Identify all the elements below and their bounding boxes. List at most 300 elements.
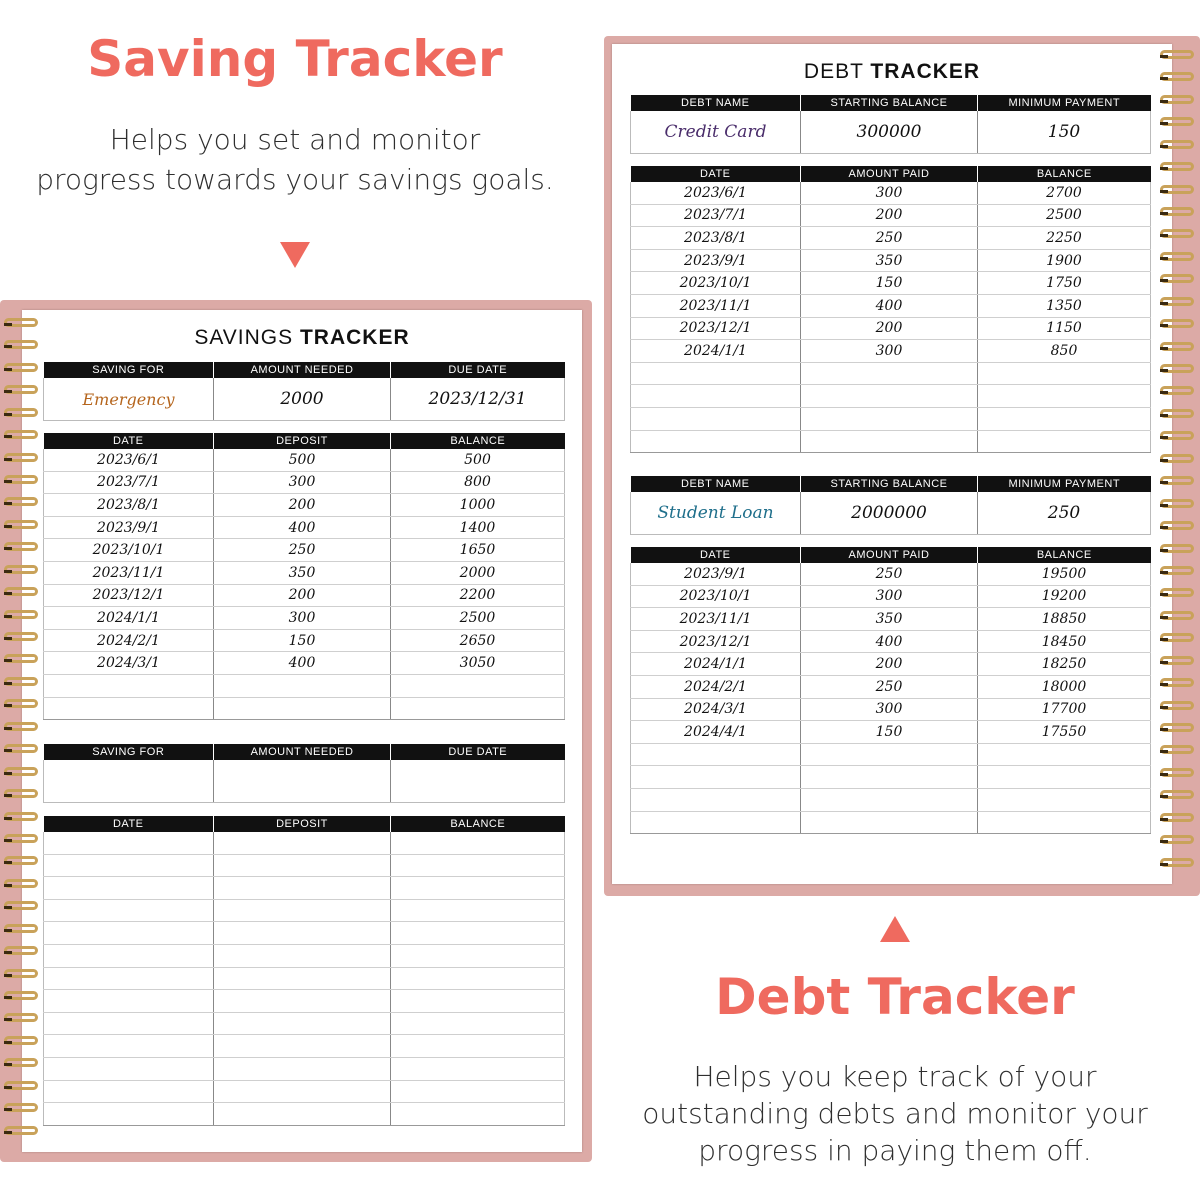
amount-cell[interactable]: 200 xyxy=(214,584,391,607)
amount-cell[interactable]: 300 xyxy=(801,698,978,721)
col-header-debt-name: DEBT NAME xyxy=(631,476,801,492)
table-row xyxy=(631,675,1151,698)
table-row xyxy=(44,922,565,945)
amount-cell[interactable] xyxy=(214,877,391,900)
balance-cell[interactable]: 2700 xyxy=(978,182,1151,204)
debt-title-bold: TRACKER xyxy=(870,60,981,83)
table-row xyxy=(44,1057,565,1080)
saving-tracker-headline: Saving Tracker xyxy=(87,30,503,88)
spiral-coil xyxy=(4,812,38,821)
spiral-coil xyxy=(1160,229,1194,238)
date-cell[interactable] xyxy=(631,788,801,811)
spiral-coil xyxy=(1160,544,1194,553)
spiral-coil xyxy=(1160,454,1194,463)
col-header-deposit: DEPOSIT xyxy=(214,433,391,449)
spiral-coil xyxy=(4,1126,38,1135)
amount-cell[interactable] xyxy=(801,407,978,430)
date-cell[interactable] xyxy=(631,766,801,789)
amount-cell[interactable]: 350 xyxy=(801,608,978,631)
spiral-coil xyxy=(1160,768,1194,777)
amount-cell[interactable]: 400 xyxy=(214,652,391,675)
amount-cell[interactable] xyxy=(801,385,978,408)
balance-cell[interactable]: 800 xyxy=(391,471,565,494)
spiral-coil xyxy=(4,542,38,551)
table-row xyxy=(44,877,565,900)
debt-name-value[interactable]: Credit Card xyxy=(631,111,801,154)
balance-cell[interactable] xyxy=(391,990,565,1013)
balance-cell[interactable]: 1750 xyxy=(978,272,1151,295)
spiral-coil xyxy=(1160,319,1194,328)
date-cell[interactable]: 2024/1/1 xyxy=(44,607,214,630)
col-header-date: DATE xyxy=(44,433,214,449)
date-cell[interactable] xyxy=(44,832,214,854)
spiral-coil xyxy=(4,430,38,439)
date-cell[interactable] xyxy=(631,430,801,453)
col-header-balance: BALANCE xyxy=(391,433,565,449)
table-row xyxy=(631,227,1151,250)
spiral-coil xyxy=(4,677,38,686)
savings-title-bold: TRACKER xyxy=(299,326,410,349)
up-arrow-icon xyxy=(880,916,910,942)
date-cell[interactable] xyxy=(631,743,801,766)
date-cell[interactable] xyxy=(631,385,801,408)
balance-cell[interactable]: 2250 xyxy=(978,227,1151,250)
date-cell[interactable]: 2023/11/1 xyxy=(631,294,801,317)
amount-cell[interactable]: 400 xyxy=(214,516,391,539)
spiral-coil xyxy=(1160,701,1194,710)
spiral-coil xyxy=(4,901,38,910)
spiral-coil xyxy=(4,340,38,349)
date-cell[interactable] xyxy=(44,967,214,990)
balance-cell[interactable]: 2200 xyxy=(391,584,565,607)
date-cell[interactable]: 2023/7/1 xyxy=(44,471,214,494)
amount-cell[interactable] xyxy=(214,832,391,854)
date-cell[interactable] xyxy=(44,674,214,697)
spiral-coil xyxy=(1160,566,1194,575)
spiral-coil xyxy=(1160,678,1194,687)
balance-cell[interactable] xyxy=(391,1012,565,1035)
table-row xyxy=(631,182,1151,204)
debt-tracker-page xyxy=(612,44,1172,884)
table-row xyxy=(44,1080,565,1103)
amount-cell[interactable]: 300 xyxy=(214,471,391,494)
spiral-coil xyxy=(4,946,38,955)
col-header-deposit: DEPOSIT xyxy=(214,816,391,832)
date-cell[interactable] xyxy=(631,362,801,385)
table-row xyxy=(631,630,1151,653)
table-row xyxy=(44,990,565,1013)
spiral-coil xyxy=(4,924,38,933)
table-row xyxy=(44,697,565,720)
amount-cell[interactable] xyxy=(214,967,391,990)
col-header-minimum-payment: MINIMUM PAYMENT xyxy=(978,476,1151,492)
amount-cell[interactable]: 300 xyxy=(801,340,978,363)
table-row xyxy=(631,608,1151,631)
amount-cell[interactable]: 150 xyxy=(801,721,978,744)
spiral-coil xyxy=(4,453,38,462)
balance-cell[interactable]: 500 xyxy=(391,449,565,471)
saving-desc-line-2: progress towards your savings goals. xyxy=(36,163,554,196)
balance-cell[interactable] xyxy=(391,854,565,877)
col-header-saving-for: SAVING FOR xyxy=(44,744,214,760)
spiral-coil xyxy=(4,1013,38,1022)
date-cell[interactable]: 2023/10/1 xyxy=(631,585,801,608)
amount-cell[interactable]: 200 xyxy=(801,204,978,227)
spiral-coil xyxy=(1160,207,1194,216)
amount-cell[interactable]: 250 xyxy=(801,563,978,585)
balance-cell[interactable] xyxy=(978,811,1151,834)
date-cell[interactable] xyxy=(44,697,214,720)
amount-cell[interactable] xyxy=(214,899,391,922)
table-row xyxy=(631,317,1151,340)
savings-goal-2-table xyxy=(43,744,565,803)
date-cell[interactable] xyxy=(44,899,214,922)
spiral-binding-icon xyxy=(1160,50,1200,880)
table-row xyxy=(631,362,1151,385)
date-cell[interactable] xyxy=(44,1057,214,1080)
table-row xyxy=(631,204,1151,227)
spiral-coil xyxy=(4,744,38,753)
balance-cell[interactable]: 17700 xyxy=(978,698,1151,721)
col-header-balance: BALANCE xyxy=(978,547,1151,563)
balance-cell[interactable]: 17550 xyxy=(978,721,1151,744)
balance-cell[interactable]: 1650 xyxy=(391,539,565,562)
starting-balance-value[interactable]: 300000 xyxy=(801,111,978,154)
balance-cell[interactable] xyxy=(391,697,565,720)
amount-cell[interactable] xyxy=(214,854,391,877)
balance-cell[interactable] xyxy=(391,1057,565,1080)
balance-cell[interactable]: 19500 xyxy=(978,563,1151,585)
spiral-coil xyxy=(1160,476,1194,485)
spiral-coil xyxy=(1160,297,1194,306)
date-cell[interactable]: 2023/9/1 xyxy=(44,516,214,539)
amount-cell[interactable] xyxy=(214,1035,391,1058)
date-cell[interactable] xyxy=(44,877,214,900)
spiral-coil xyxy=(4,969,38,978)
spiral-coil xyxy=(4,1103,38,1112)
amount-cell[interactable]: 200 xyxy=(801,653,978,676)
table-row xyxy=(44,584,565,607)
debt-desc-line-3: progress in paying them off. xyxy=(698,1134,1092,1167)
amount-cell[interactable]: 400 xyxy=(801,630,978,653)
spiral-coil xyxy=(4,565,38,574)
amount-cell[interactable]: 400 xyxy=(801,294,978,317)
debt-tracker-headline: Debt Tracker xyxy=(715,968,1075,1026)
amount-cell[interactable]: 250 xyxy=(801,227,978,250)
minimum-payment-value[interactable]: 150 xyxy=(978,111,1151,154)
debt-desc-line-1: Helps you keep track of your xyxy=(693,1060,1097,1093)
debt-sheet-title xyxy=(612,60,1172,84)
spiral-coil xyxy=(1160,95,1194,104)
table-row xyxy=(44,561,565,584)
balance-cell[interactable]: 2000 xyxy=(391,561,565,584)
date-cell[interactable] xyxy=(44,922,214,945)
spiral-coil xyxy=(1160,386,1194,395)
amount-cell[interactable] xyxy=(801,766,978,789)
amount-cell[interactable]: 200 xyxy=(801,317,978,340)
date-cell[interactable] xyxy=(631,407,801,430)
spiral-coil xyxy=(4,699,38,708)
table-row xyxy=(631,385,1151,408)
col-header-debt-name: DEBT NAME xyxy=(631,95,801,111)
table-row xyxy=(631,698,1151,721)
spiral-coil xyxy=(4,520,38,529)
date-cell[interactable]: 2023/9/1 xyxy=(631,249,801,272)
spiral-coil xyxy=(1160,409,1194,418)
date-cell[interactable]: 2023/10/1 xyxy=(631,272,801,295)
amount-cell[interactable]: 300 xyxy=(801,182,978,204)
date-cell[interactable] xyxy=(44,1012,214,1035)
col-header-minimum-payment: MINIMUM PAYMENT xyxy=(978,95,1151,111)
balance-cell[interactable] xyxy=(978,385,1151,408)
balance-cell[interactable]: 18250 xyxy=(978,653,1151,676)
amount-cell[interactable]: 150 xyxy=(214,629,391,652)
spiral-coil xyxy=(4,654,38,663)
date-cell[interactable]: 2024/4/1 xyxy=(631,721,801,744)
date-cell[interactable]: 2024/2/1 xyxy=(631,675,801,698)
savings-goal-1-log xyxy=(43,433,565,720)
amount-cell[interactable]: 300 xyxy=(801,585,978,608)
spiral-coil xyxy=(4,767,38,776)
date-cell[interactable]: 2023/11/1 xyxy=(631,608,801,631)
balance-cell[interactable]: 1000 xyxy=(391,494,565,517)
col-header-saving-for: SAVING FOR xyxy=(44,362,214,378)
spiral-coil xyxy=(4,722,38,731)
spiral-coil xyxy=(4,408,38,417)
spiral-coil xyxy=(4,363,38,372)
spiral-coil xyxy=(4,610,38,619)
col-header-due-date: DUE DATE xyxy=(391,744,565,760)
spiral-coil xyxy=(1160,72,1194,81)
table-row xyxy=(44,629,565,652)
balance-cell[interactable]: 19200 xyxy=(978,585,1151,608)
col-header-balance: BALANCE xyxy=(391,816,565,832)
balance-cell[interactable] xyxy=(978,766,1151,789)
amount-cell[interactable] xyxy=(801,811,978,834)
table-row xyxy=(631,721,1151,744)
spiral-coil xyxy=(1160,588,1194,597)
amount-cell[interactable]: 250 xyxy=(801,675,978,698)
date-cell[interactable] xyxy=(44,990,214,1013)
table-row xyxy=(631,272,1151,295)
date-cell[interactable]: 2023/6/1 xyxy=(44,449,214,471)
col-header-amount-needed: AMOUNT NEEDED xyxy=(214,744,391,760)
date-cell[interactable]: 2024/1/1 xyxy=(631,340,801,363)
table-row xyxy=(44,1012,565,1035)
amount-cell[interactable] xyxy=(214,1080,391,1103)
spiral-coil xyxy=(1160,656,1194,665)
spiral-coil xyxy=(4,1081,38,1090)
amount-cell[interactable] xyxy=(214,990,391,1013)
balance-cell[interactable]: 1900 xyxy=(978,249,1151,272)
date-cell[interactable]: 2023/8/1 xyxy=(631,227,801,250)
balance-cell[interactable]: 1150 xyxy=(978,317,1151,340)
amount-cell[interactable]: 150 xyxy=(801,272,978,295)
spiral-binding-icon xyxy=(4,318,44,1148)
amount-cell[interactable] xyxy=(801,788,978,811)
balance-cell[interactable]: 2500 xyxy=(391,607,565,630)
savings-sheet-title xyxy=(22,326,582,350)
col-header-balance: BALANCE xyxy=(978,166,1151,182)
balance-cell[interactable]: 1350 xyxy=(978,294,1151,317)
table-row xyxy=(44,516,565,539)
saving-desc-line-1: Helps you set and monitor xyxy=(109,123,481,156)
amount-needed-value[interactable] xyxy=(214,760,391,803)
balance-cell[interactable] xyxy=(978,788,1151,811)
down-arrow-icon xyxy=(280,242,310,268)
amount-needed-value[interactable]: 2000 xyxy=(214,378,391,421)
debt-title-light: DEBT xyxy=(803,60,864,83)
balance-cell[interactable] xyxy=(391,899,565,922)
debt-name-value[interactable]: Student Loan xyxy=(631,492,801,535)
date-cell[interactable] xyxy=(44,1035,214,1058)
table-row xyxy=(44,899,565,922)
amount-cell[interactable]: 350 xyxy=(214,561,391,584)
date-cell[interactable] xyxy=(44,1080,214,1103)
col-header-starting-balance: STARTING BALANCE xyxy=(801,95,978,111)
amount-cell[interactable]: 300 xyxy=(214,607,391,630)
spiral-coil xyxy=(1160,431,1194,440)
debt-1-log xyxy=(630,166,1151,453)
minimum-payment-value[interactable]: 250 xyxy=(978,492,1151,535)
table-row xyxy=(631,407,1151,430)
table-row xyxy=(44,494,565,517)
spiral-coil xyxy=(4,475,38,484)
balance-cell[interactable] xyxy=(391,967,565,990)
amount-cell[interactable] xyxy=(801,362,978,385)
amount-cell[interactable]: 200 xyxy=(214,494,391,517)
spiral-coil xyxy=(1160,521,1194,530)
savings-goal-1-table xyxy=(43,362,565,421)
date-cell[interactable]: 2023/10/1 xyxy=(44,539,214,562)
spiral-coil xyxy=(1160,342,1194,351)
date-cell[interactable]: 2023/6/1 xyxy=(631,182,801,204)
col-header-starting-balance: STARTING BALANCE xyxy=(801,476,978,492)
table-row xyxy=(631,340,1151,363)
date-cell[interactable] xyxy=(44,1103,214,1126)
balance-cell[interactable] xyxy=(391,1080,565,1103)
spiral-coil xyxy=(4,1036,38,1045)
table-row xyxy=(44,1103,565,1126)
table-row xyxy=(631,563,1151,585)
table-row xyxy=(44,607,565,630)
debt-2-table xyxy=(630,476,1151,535)
amount-cell[interactable] xyxy=(214,674,391,697)
spiral-coil xyxy=(4,497,38,506)
amount-cell[interactable] xyxy=(214,944,391,967)
amount-cell[interactable] xyxy=(214,1012,391,1035)
spiral-coil xyxy=(1160,499,1194,508)
saving-for-value[interactable]: Emergency xyxy=(44,378,214,421)
balance-cell[interactable]: 3050 xyxy=(391,652,565,675)
amount-cell[interactable] xyxy=(214,1057,391,1080)
amount-cell[interactable] xyxy=(214,697,391,720)
debt-tracker-description xyxy=(620,1058,1170,1169)
amount-cell[interactable] xyxy=(214,922,391,945)
date-cell[interactable]: 2024/3/1 xyxy=(44,652,214,675)
balance-cell[interactable] xyxy=(978,362,1151,385)
col-header-amount-needed: AMOUNT NEEDED xyxy=(214,362,391,378)
date-cell[interactable]: 2023/7/1 xyxy=(631,204,801,227)
col-header-date: DATE xyxy=(631,547,801,563)
spiral-coil xyxy=(1160,252,1194,261)
balance-cell[interactable] xyxy=(391,832,565,854)
saving-for-value[interactable] xyxy=(44,760,214,803)
table-row xyxy=(631,743,1151,766)
date-cell[interactable]: 2023/9/1 xyxy=(631,563,801,585)
starting-balance-value[interactable]: 2000000 xyxy=(801,492,978,535)
date-cell[interactable]: 2024/2/1 xyxy=(44,629,214,652)
balance-cell[interactable] xyxy=(978,743,1151,766)
date-cell[interactable]: 2024/3/1 xyxy=(631,698,801,721)
due-date-value[interactable] xyxy=(391,760,565,803)
table-row xyxy=(44,449,565,471)
savings-goal-2-log xyxy=(43,816,565,1126)
balance-cell[interactable] xyxy=(978,430,1151,453)
balance-cell[interactable] xyxy=(391,922,565,945)
balance-cell[interactable]: 18450 xyxy=(978,630,1151,653)
col-header-amount-paid: AMOUNT PAID xyxy=(801,166,978,182)
spiral-coil xyxy=(1160,813,1194,822)
spiral-coil xyxy=(4,834,38,843)
table-row xyxy=(631,788,1151,811)
date-cell[interactable]: 2024/1/1 xyxy=(631,653,801,676)
spiral-coil xyxy=(1160,364,1194,373)
spiral-coil xyxy=(1160,50,1194,59)
balance-cell[interactable] xyxy=(978,407,1151,430)
date-cell[interactable]: 2023/8/1 xyxy=(44,494,214,517)
spiral-coil xyxy=(1160,117,1194,126)
amount-cell[interactable]: 250 xyxy=(214,539,391,562)
date-cell[interactable]: 2023/12/1 xyxy=(631,630,801,653)
amount-cell[interactable] xyxy=(214,1103,391,1126)
amount-cell[interactable]: 350 xyxy=(801,249,978,272)
spiral-coil xyxy=(4,632,38,641)
balance-cell[interactable] xyxy=(391,944,565,967)
balance-cell[interactable]: 1400 xyxy=(391,516,565,539)
col-header-date: DATE xyxy=(631,166,801,182)
spiral-coil xyxy=(4,587,38,596)
balance-cell[interactable]: 2650 xyxy=(391,629,565,652)
due-date-value[interactable]: 2023/12/31 xyxy=(391,378,565,421)
amount-cell[interactable]: 500 xyxy=(214,449,391,471)
date-cell[interactable] xyxy=(44,944,214,967)
spiral-coil xyxy=(4,789,38,798)
balance-cell[interactable] xyxy=(391,1103,565,1126)
balance-cell[interactable] xyxy=(391,877,565,900)
spiral-coil xyxy=(4,385,38,394)
balance-cell[interactable]: 18000 xyxy=(978,675,1151,698)
amount-cell[interactable] xyxy=(801,743,978,766)
amount-cell[interactable] xyxy=(801,430,978,453)
table-row xyxy=(44,1035,565,1058)
date-cell[interactable] xyxy=(631,811,801,834)
table-row xyxy=(631,249,1151,272)
date-cell[interactable]: 2023/12/1 xyxy=(44,584,214,607)
table-row xyxy=(631,653,1151,676)
date-cell[interactable]: 2023/12/1 xyxy=(631,317,801,340)
balance-cell[interactable] xyxy=(391,1035,565,1058)
balance-cell[interactable]: 2500 xyxy=(978,204,1151,227)
spiral-coil xyxy=(1160,274,1194,283)
spiral-coil xyxy=(1160,790,1194,799)
table-row xyxy=(44,832,565,854)
balance-cell[interactable] xyxy=(391,674,565,697)
balance-cell[interactable]: 850 xyxy=(978,340,1151,363)
date-cell[interactable]: 2023/11/1 xyxy=(44,561,214,584)
date-cell[interactable] xyxy=(44,854,214,877)
balance-cell[interactable]: 18850 xyxy=(978,608,1151,631)
